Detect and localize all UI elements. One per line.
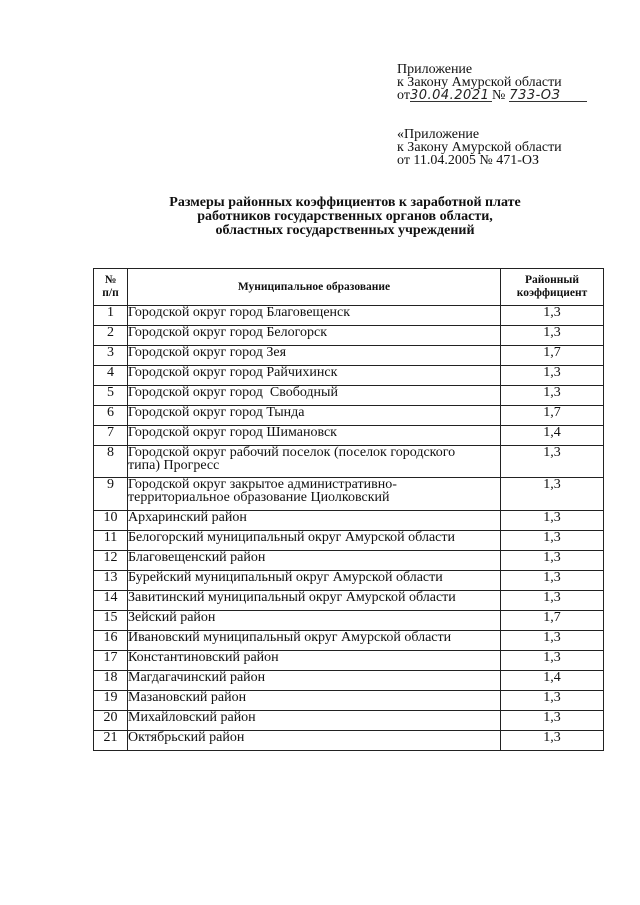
document-title [130, 196, 560, 238]
table-row [94, 326, 604, 346]
row-municipality: Белогорский муниципальный округ Амурской области [128, 531, 501, 551]
row-number: 16 [94, 631, 128, 651]
table-row [94, 366, 604, 386]
row-number: 15 [94, 611, 128, 631]
header-number: № п/п [94, 269, 128, 306]
row-municipality: Городской округ закрытое административно- территориальное образование Циолковский [128, 478, 501, 511]
table-row [94, 426, 604, 446]
table-row [94, 478, 604, 511]
row-number: 20 [94, 711, 128, 731]
row-municipality: Городской округ город Райчихинск [128, 366, 501, 386]
row-municipality: Архаринский район [128, 511, 501, 531]
row-coefficient: 1,3 [501, 446, 604, 478]
row-number: 3 [94, 346, 128, 366]
row-number: 19 [94, 691, 128, 711]
row-municipality: Благовещенский район [128, 551, 501, 571]
table-row [94, 731, 604, 751]
table-row [94, 611, 604, 631]
amended-appendix-title: «Приложение [397, 127, 480, 142]
row-coefficient: 1,3 [501, 551, 604, 571]
table-row [94, 571, 604, 591]
row-number: 12 [94, 551, 128, 571]
appendix-header [397, 63, 587, 102]
document-title-line: областных государственных учреждений [215, 223, 475, 238]
table-row [94, 551, 604, 571]
row-number: 2 [94, 326, 128, 346]
table-row [94, 711, 604, 731]
row-number: 17 [94, 651, 128, 671]
row-municipality: Константиновский район [128, 651, 501, 671]
row-coefficient: 1,3 [501, 531, 604, 551]
table-row [94, 346, 604, 366]
table-header-row [94, 269, 604, 306]
row-number: 13 [94, 571, 128, 591]
date-prefix: от [397, 88, 410, 103]
table-row [94, 386, 604, 406]
table-row [94, 671, 604, 691]
table-row [94, 691, 604, 711]
amended-appendix-date-line: от 11.04.2005 № 471-ОЗ [397, 153, 540, 168]
row-coefficient: 1,3 [501, 631, 604, 651]
row-coefficient: 1,3 [501, 711, 604, 731]
appendix-law-ref: к Закону Амурской области [397, 75, 562, 90]
row-coefficient: 1,3 [501, 386, 604, 406]
row-number: 18 [94, 671, 128, 691]
row-municipality: Мазановский район [128, 691, 501, 711]
table-row [94, 651, 604, 671]
table-row [94, 446, 604, 478]
row-coefficient: 1,7 [501, 406, 604, 426]
row-coefficient: 1,3 [501, 691, 604, 711]
row-coefficient: 1,3 [501, 651, 604, 671]
handwritten-date: 30.04.2021 [410, 90, 492, 102]
header-municipality: Муниципальное образование [128, 269, 501, 306]
row-coefficient: 1,3 [501, 731, 604, 751]
row-number: 7 [94, 426, 128, 446]
row-municipality: Магдагачинский район [128, 671, 501, 691]
coefficients-table [93, 268, 604, 751]
row-coefficient: 1,3 [501, 366, 604, 386]
row-number: 5 [94, 386, 128, 406]
table-row [94, 531, 604, 551]
row-number: 4 [94, 366, 128, 386]
row-coefficient: 1,3 [501, 478, 604, 511]
amended-appendix-header [397, 128, 562, 167]
row-number: 10 [94, 511, 128, 531]
header-coefficient: Районный коэффициент [501, 269, 604, 306]
appendix-title: Приложение [397, 62, 473, 77]
row-municipality: Городской округ рабочий поселок (поселок городского типа) Прогресс [128, 446, 501, 478]
row-number: 21 [94, 731, 128, 751]
row-coefficient: 1,3 [501, 571, 604, 591]
document-title-line: Размеры районных коэффициентов к заработной плате [169, 195, 521, 210]
row-municipality: Михайловский район [128, 711, 501, 731]
row-municipality: Городской округ город Тында [128, 406, 501, 426]
table-row [94, 306, 604, 326]
row-municipality: Завитинский муниципальный округ Амурской области [128, 591, 501, 611]
row-municipality: Городской округ город Шимановск [128, 426, 501, 446]
row-number: 1 [94, 306, 128, 326]
row-coefficient: 1,3 [501, 511, 604, 531]
row-number: 11 [94, 531, 128, 551]
row-coefficient: 1,4 [501, 426, 604, 446]
row-coefficient: 1,7 [501, 611, 604, 631]
appendix-date-line [397, 89, 587, 102]
row-municipality: Бурейский муниципальный округ Амурской области [128, 571, 501, 591]
row-coefficient: 1,3 [501, 306, 604, 326]
row-municipality: Октябрьский район [128, 731, 501, 751]
row-municipality: Городской округ город Зея [128, 346, 501, 366]
row-number: 14 [94, 591, 128, 611]
row-number: 8 [94, 446, 128, 478]
row-coefficient: 1,4 [501, 671, 604, 691]
table-row [94, 406, 604, 426]
row-municipality: Ивановский муниципальный округ Амурской области [128, 631, 501, 651]
table-row [94, 591, 604, 611]
row-municipality: Зейский район [128, 611, 501, 631]
row-number: 9 [94, 478, 128, 511]
row-coefficient: 1,3 [501, 591, 604, 611]
table-row [94, 631, 604, 651]
row-municipality: Городской округ город Свободный [128, 386, 501, 406]
number-sign: № [491, 88, 506, 103]
row-municipality: Городской округ город Благовещенск [128, 306, 501, 326]
document-title-line: работников государственных органов области, [197, 209, 493, 224]
amended-appendix-law-ref: к Закону Амурской области [397, 140, 562, 155]
row-coefficient: 1,7 [501, 346, 604, 366]
row-municipality: Городской округ город Белогорск [128, 326, 501, 346]
row-coefficient: 1,3 [501, 326, 604, 346]
handwritten-number: 733-ОЗ [509, 90, 587, 102]
table-row [94, 511, 604, 531]
row-number: 6 [94, 406, 128, 426]
